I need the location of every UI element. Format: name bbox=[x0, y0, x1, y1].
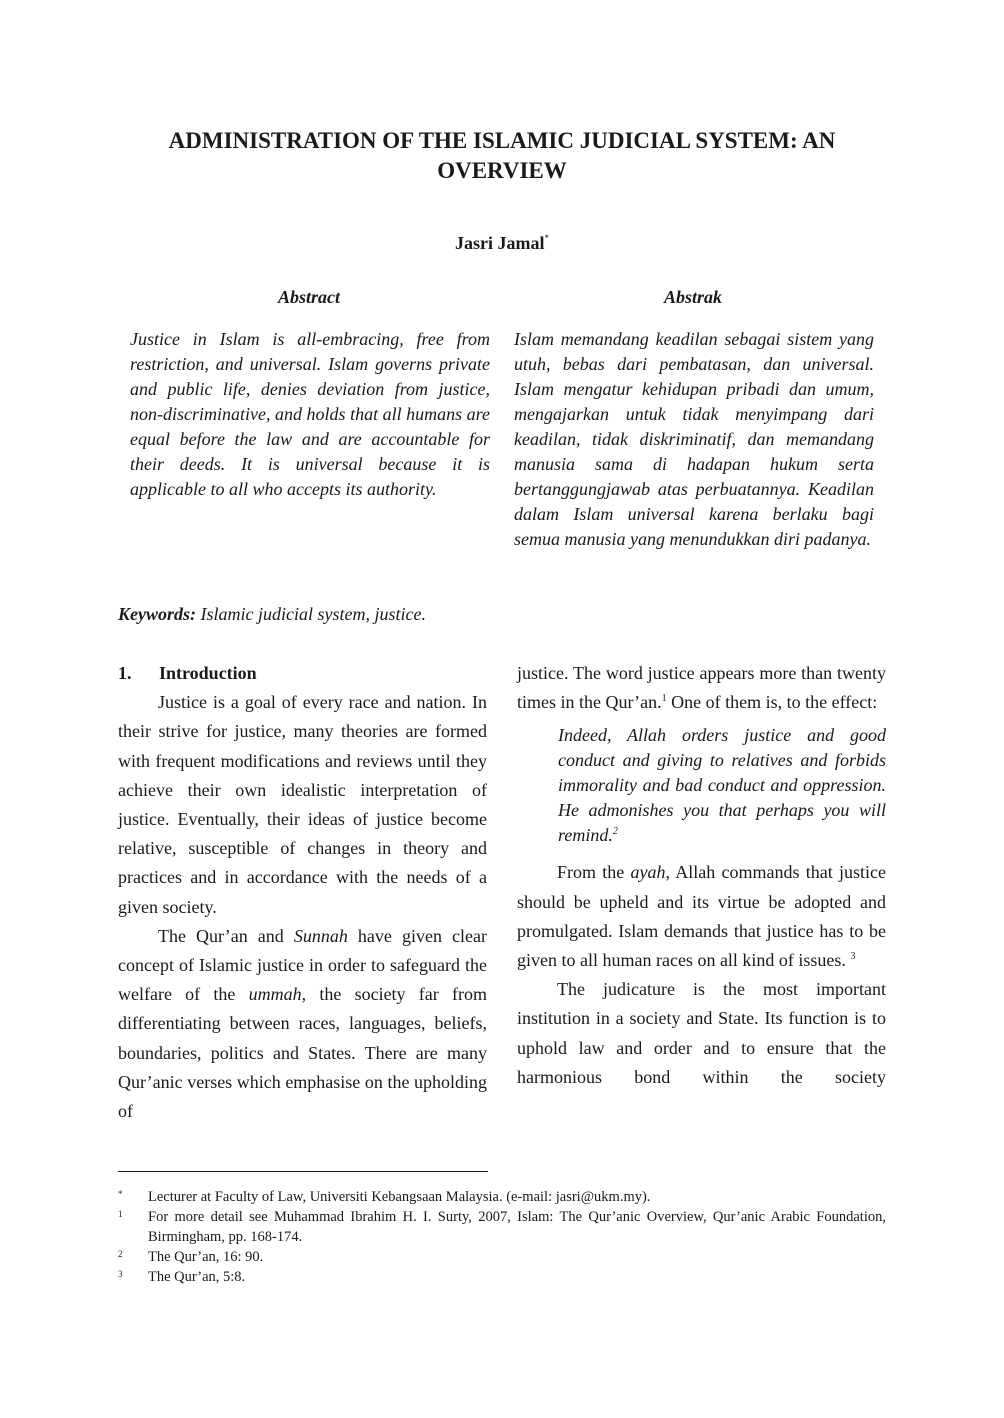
paragraph-3-part-a: justice. The word justice appears more than twenty times in the Qur’an. bbox=[517, 663, 886, 713]
block-quote bbox=[517, 723, 886, 848]
footnote-text: For more detail see Muhammad Ibrahim H. I. Surty, 2007, Islam: The Qur’anic Overview, Qur’anic Arabic Foundation, Birmingham, pp. 168-174. bbox=[148, 1209, 886, 1245]
footnote-text: The Qur’an, 16: 90. bbox=[148, 1249, 264, 1265]
paragraph-5: The judicature is the most important institution in a society and State. Its function is to uphold law and order and to ensure that the harmonious bond within the society bbox=[517, 979, 886, 1087]
title-line-1: ADMINISTRATION OF THE ISLAMIC JUDICIAL SYSTEM: AN bbox=[168, 128, 836, 153]
paragraph-4-part-b: , Allah commands that justice should be upheld and its virtue be adopted and promulgated. Islam demands that justice has to be given to all human races on all kind of issues. bbox=[517, 862, 886, 971]
term-sunnah: Sunnah bbox=[293, 925, 348, 946]
title-line-2: OVERVIEW bbox=[437, 158, 567, 183]
abstrak-text: Islam memandang keadilan sebagai sistem yang utuh, bebas dari pembatasan, dan universal. Islam mengatur kehidupan pribadi dan umum, mengajarkan untuk tidak menyimpang dari keadilan, tidak diskriminatif, dan memandang manusia sama di hadapan hukum serta bertanggungjawab atas perbuatannya. Keadilan dalam Islam universal karena berlaku bagi semua manusia yang menundukkan diri padanya. bbox=[514, 329, 874, 549]
keywords bbox=[118, 602, 426, 626]
paragraph-1: Justice is a goal of every race and nation. In their strive for justice, many theories are formed with frequent modifications and reviews until they achieve their own idealistic interpretation of justice. Eventually, their ideas of justice become relative, susceptible of changes in theory and practices and in accordance with the needs of a given society. bbox=[118, 692, 487, 917]
author-line bbox=[118, 226, 886, 255]
author-footnote-mark[interactable]: * bbox=[544, 233, 549, 243]
paragraph-2 bbox=[118, 922, 487, 1126]
footnote-ref-1[interactable]: 1 bbox=[661, 693, 667, 705]
section-number: 1. bbox=[118, 663, 132, 683]
footnote-mark: 3 bbox=[118, 1269, 123, 1279]
paragraph-2-part-c: , the society far from differentiating between races, languages, beliefs, boundaries, politics and States. There are many Qur’anic verses which emphasise on the upholding of bbox=[118, 984, 487, 1122]
keywords-label: Keywords: bbox=[118, 604, 196, 624]
footnote-item bbox=[118, 1187, 886, 1207]
footnote-text: The Qur’an, 5:8. bbox=[148, 1269, 246, 1285]
section-heading bbox=[118, 659, 487, 688]
keywords-value: Islamic judicial system, justice. bbox=[200, 604, 426, 624]
footnote-ref-3[interactable]: 3 bbox=[850, 951, 856, 963]
footnote-mark: 1 bbox=[118, 1209, 123, 1219]
abstract-heading: Abstract bbox=[277, 287, 340, 307]
body-column-right bbox=[517, 659, 886, 1092]
section-title: Introduction bbox=[159, 663, 257, 683]
footnote-divider bbox=[118, 1171, 488, 1172]
footnote-item bbox=[118, 1267, 886, 1287]
paragraph-4-part-a: From the bbox=[557, 862, 631, 883]
footnote-text: Lecturer at Faculty of Law, Universiti Kebangsaan Malaysia. (e-mail: jasri@ukm.my). bbox=[148, 1189, 651, 1205]
term-ummah: ummah bbox=[248, 984, 302, 1005]
term-ayah: ayah bbox=[630, 862, 666, 883]
abstract-text: Justice in Islam is all-embracing, free from restriction, and universal. Islam governs private and public life, denies deviation from justice, non-discriminative, and holds that all humans are equal before the law and are accountable for their deeds. It is universal because it is applicable to all who accepts its authority. bbox=[130, 329, 490, 499]
footnotes bbox=[118, 1187, 886, 1287]
footnote-mark: * bbox=[118, 1189, 123, 1199]
abstrak-heading: Abstrak bbox=[663, 287, 723, 307]
block-quote-text: Indeed, Allah orders justice and good conduct and giving to relatives and forbids immorality and bad conduct and oppression. He admonishes you that perhaps you will remind. bbox=[558, 725, 886, 846]
author-name: Jasri Jamal bbox=[455, 233, 545, 253]
paragraph-3 bbox=[517, 659, 886, 717]
footnote-item bbox=[118, 1207, 886, 1247]
footnote-mark: 2 bbox=[118, 1249, 123, 1259]
paper-title bbox=[118, 126, 886, 186]
footnote-item bbox=[118, 1247, 886, 1267]
paragraph-4 bbox=[517, 858, 886, 975]
body-column-left bbox=[118, 659, 487, 1126]
paragraph-2-part-a: The Qur’an and bbox=[158, 925, 294, 946]
footnote-ref-2[interactable]: 2 bbox=[612, 826, 618, 838]
paragraph-3-part-b: One of them is, to the effect: bbox=[666, 692, 878, 713]
paragraph-2-part-b: have given clear concept of Islamic justice in order to safeguard the welfare of the bbox=[118, 925, 487, 1005]
